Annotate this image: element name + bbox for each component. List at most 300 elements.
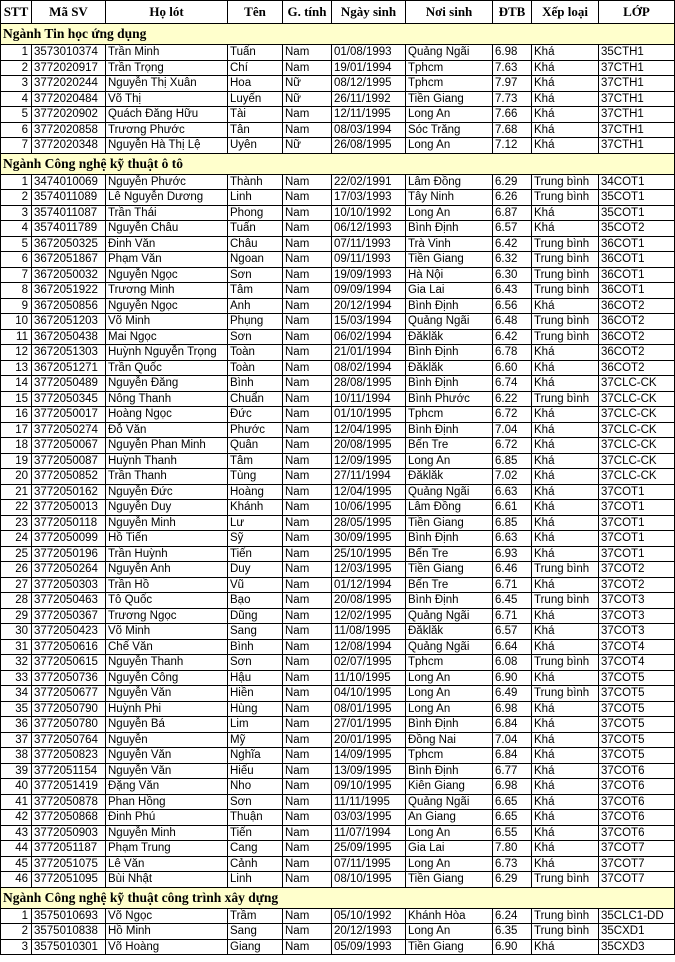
header-row bbox=[1, 1, 675, 24]
classification: Khá bbox=[532, 138, 599, 154]
gender: Nam bbox=[283, 872, 332, 888]
header-classification: Xếp loại bbox=[532, 1, 599, 24]
gender: Nam bbox=[283, 670, 332, 686]
table-row bbox=[1, 190, 675, 206]
birth-place: Long An bbox=[406, 205, 493, 221]
header-first-name: Tên bbox=[228, 1, 283, 24]
table-row bbox=[1, 376, 675, 392]
gender: Nam bbox=[283, 515, 332, 531]
student-id: 3772050099 bbox=[32, 531, 106, 547]
first-name: Hiếu bbox=[228, 763, 283, 779]
table-row bbox=[1, 422, 675, 438]
last-middle-name: Đặng Văn bbox=[106, 779, 228, 795]
class-code: 37CTH1 bbox=[599, 122, 675, 138]
gender: Nam bbox=[283, 329, 332, 345]
birth-date: 12/09/1995 bbox=[332, 453, 406, 469]
gpa: 6.87 bbox=[493, 205, 532, 221]
gpa: 6.74 bbox=[493, 376, 532, 392]
classification: Trung bình bbox=[532, 686, 599, 702]
class-code: 35CXD3 bbox=[599, 939, 675, 955]
classification: Khá bbox=[532, 841, 599, 857]
birth-place: Quảng Ngãi bbox=[406, 794, 493, 810]
gpa: 6.49 bbox=[493, 686, 532, 702]
birth-date: 11/07/1994 bbox=[332, 825, 406, 841]
table-row bbox=[1, 329, 675, 345]
class-code: 37COT1 bbox=[599, 546, 675, 562]
classification: Khá bbox=[532, 438, 599, 454]
birth-place: Quảng Ngãi bbox=[406, 45, 493, 61]
last-middle-name: Huỳnh Phi bbox=[106, 701, 228, 717]
birth-place: Long An bbox=[406, 138, 493, 154]
table-row bbox=[1, 686, 675, 702]
class-code: 36COT2 bbox=[599, 345, 675, 361]
student-id: 3772020244 bbox=[32, 76, 106, 92]
first-name: Sang bbox=[228, 624, 283, 640]
header-stt: STT bbox=[1, 1, 32, 24]
birth-date: 21/01/1994 bbox=[332, 345, 406, 361]
last-middle-name: Nguyễn Thanh bbox=[106, 655, 228, 671]
row-stt: 32 bbox=[1, 655, 32, 671]
row-stt: 33 bbox=[1, 670, 32, 686]
gpa: 7.97 bbox=[493, 76, 532, 92]
first-name: Khánh bbox=[228, 500, 283, 516]
classification: Trung bình bbox=[532, 314, 599, 330]
first-name: Phong bbox=[228, 205, 283, 221]
gpa: 7.02 bbox=[493, 469, 532, 485]
class-code: 37CTH1 bbox=[599, 107, 675, 123]
birth-date: 26/11/1992 bbox=[332, 91, 406, 107]
table-row bbox=[1, 639, 675, 655]
birth-date: 09/10/1995 bbox=[332, 779, 406, 795]
birth-place: Đăklăk bbox=[406, 360, 493, 376]
class-code: 37COT5 bbox=[599, 717, 675, 733]
birth-date: 27/11/1994 bbox=[332, 469, 406, 485]
gender: Nam bbox=[283, 122, 332, 138]
first-name: Tuấn bbox=[228, 45, 283, 61]
birth-date: 09/11/1993 bbox=[332, 252, 406, 268]
section-title: Ngành Công nghệ kỹ thuật ô tô bbox=[1, 153, 675, 174]
table-row bbox=[1, 670, 675, 686]
classification: Khá bbox=[532, 624, 599, 640]
gender: Nam bbox=[283, 205, 332, 221]
last-middle-name: Trần Minh bbox=[106, 45, 228, 61]
gender: Nam bbox=[283, 107, 332, 123]
gpa: 6.29 bbox=[493, 872, 532, 888]
gender: Nam bbox=[283, 655, 332, 671]
student-id: 3772020902 bbox=[32, 107, 106, 123]
first-name: Đức bbox=[228, 407, 283, 423]
gender: Nam bbox=[283, 908, 332, 924]
row-stt: 5 bbox=[1, 236, 32, 252]
gender: Nữ bbox=[283, 91, 332, 107]
gender: Nam bbox=[283, 500, 332, 516]
row-stt: 42 bbox=[1, 810, 32, 826]
birth-date: 04/10/1995 bbox=[332, 686, 406, 702]
birth-place: Long An bbox=[406, 825, 493, 841]
table-row bbox=[1, 76, 675, 92]
row-stt: 26 bbox=[1, 562, 32, 578]
row-stt: 34 bbox=[1, 686, 32, 702]
last-middle-name: Đỗ Văn bbox=[106, 422, 228, 438]
gender: Nam bbox=[283, 593, 332, 609]
birth-place: Tphcm bbox=[406, 655, 493, 671]
classification: Trung bình bbox=[532, 267, 599, 283]
gpa: 6.73 bbox=[493, 856, 532, 872]
last-middle-name: Nông Thanh bbox=[106, 391, 228, 407]
class-code: 37COT5 bbox=[599, 748, 675, 764]
classification: Khá bbox=[532, 639, 599, 655]
table-row bbox=[1, 531, 675, 547]
student-id: 3474010069 bbox=[32, 174, 106, 190]
student-id: 3772050303 bbox=[32, 577, 106, 593]
table-row bbox=[1, 701, 675, 717]
gender: Nữ bbox=[283, 138, 332, 154]
student-id: 3672051271 bbox=[32, 360, 106, 376]
birth-date: 10/11/1994 bbox=[332, 391, 406, 407]
gender: Nam bbox=[283, 174, 332, 190]
row-stt: 3 bbox=[1, 205, 32, 221]
student-id: 3772051154 bbox=[32, 763, 106, 779]
row-stt: 30 bbox=[1, 624, 32, 640]
last-middle-name: Nguyễn Văn bbox=[106, 686, 228, 702]
student-id: 3772050823 bbox=[32, 748, 106, 764]
first-name: Sơn bbox=[228, 794, 283, 810]
row-stt: 44 bbox=[1, 841, 32, 857]
gpa: 6.98 bbox=[493, 701, 532, 717]
birth-date: 08/12/1995 bbox=[332, 76, 406, 92]
student-id: 3772050274 bbox=[32, 422, 106, 438]
row-stt: 38 bbox=[1, 748, 32, 764]
first-name: Tuấn bbox=[228, 221, 283, 237]
gpa: 6.45 bbox=[493, 593, 532, 609]
student-id: 3772050017 bbox=[32, 407, 106, 423]
section-header-row bbox=[1, 153, 675, 174]
classification: Khá bbox=[532, 546, 599, 562]
header-gpa: ĐTB bbox=[493, 1, 532, 24]
classification: Khá bbox=[532, 577, 599, 593]
gpa: 6.61 bbox=[493, 500, 532, 516]
class-code: 37COT7 bbox=[599, 872, 675, 888]
birth-place: Quảng Ngãi bbox=[406, 608, 493, 624]
first-name: Sơn bbox=[228, 267, 283, 283]
header-class: LỚP bbox=[599, 1, 675, 24]
class-code: 37CLC-CK bbox=[599, 407, 675, 423]
birth-date: 03/03/1995 bbox=[332, 810, 406, 826]
row-stt: 22 bbox=[1, 500, 32, 516]
gender: Nam bbox=[283, 763, 332, 779]
first-name: Luyến bbox=[228, 91, 283, 107]
birth-place: Lâm Đồng bbox=[406, 500, 493, 516]
student-id: 3574011087 bbox=[32, 205, 106, 221]
class-code: 37COT2 bbox=[599, 562, 675, 578]
birth-place: Đồng Nai bbox=[406, 732, 493, 748]
table-row bbox=[1, 45, 675, 61]
class-code: 37COT7 bbox=[599, 856, 675, 872]
last-middle-name: Nguyễn Ngọc bbox=[106, 298, 228, 314]
row-stt: 6 bbox=[1, 122, 32, 138]
gpa: 6.72 bbox=[493, 407, 532, 423]
birth-date: 17/03/1993 bbox=[332, 190, 406, 206]
student-id: 3772050616 bbox=[32, 639, 106, 655]
header-gender: G. tính bbox=[283, 1, 332, 24]
classification: Trung bình bbox=[532, 190, 599, 206]
student-id: 3772050764 bbox=[32, 732, 106, 748]
gender: Nam bbox=[283, 236, 332, 252]
classification: Trung bình bbox=[532, 908, 599, 924]
table-row bbox=[1, 298, 675, 314]
student-id: 3772051187 bbox=[32, 841, 106, 857]
first-name: Giang bbox=[228, 939, 283, 955]
birth-date: 11/08/1995 bbox=[332, 624, 406, 640]
gpa: 6.30 bbox=[493, 267, 532, 283]
birth-place: Bình Định bbox=[406, 422, 493, 438]
student-id: 3672050032 bbox=[32, 267, 106, 283]
row-stt: 11 bbox=[1, 329, 32, 345]
first-name: Dũng bbox=[228, 608, 283, 624]
table-row bbox=[1, 484, 675, 500]
row-stt: 7 bbox=[1, 138, 32, 154]
gpa: 6.71 bbox=[493, 608, 532, 624]
birth-place: Tphcm bbox=[406, 76, 493, 92]
row-stt: 18 bbox=[1, 438, 32, 454]
birth-place: Tiền Giang bbox=[406, 91, 493, 107]
classification: Khá bbox=[532, 205, 599, 221]
last-middle-name: Nguyễn Phan Minh bbox=[106, 438, 228, 454]
first-name: Toàn bbox=[228, 360, 283, 376]
section-header-row bbox=[1, 887, 675, 908]
birth-date: 08/01/1995 bbox=[332, 701, 406, 717]
gender: Nam bbox=[283, 841, 332, 857]
birth-place: Bến Tre bbox=[406, 546, 493, 562]
classification: Trung bình bbox=[532, 562, 599, 578]
birth-place: Long An bbox=[406, 107, 493, 123]
birth-date: 19/09/1993 bbox=[332, 267, 406, 283]
class-code: 37COT5 bbox=[599, 670, 675, 686]
table-row bbox=[1, 924, 675, 940]
table-row bbox=[1, 391, 675, 407]
birth-date: 26/08/1995 bbox=[332, 138, 406, 154]
row-stt: 2 bbox=[1, 924, 32, 940]
class-code: 37COT5 bbox=[599, 701, 675, 717]
row-stt: 37 bbox=[1, 732, 32, 748]
student-id: 3672050856 bbox=[32, 298, 106, 314]
last-middle-name: Đinh Phú bbox=[106, 810, 228, 826]
class-code: 37CTH1 bbox=[599, 76, 675, 92]
student-id: 3772020348 bbox=[32, 138, 106, 154]
row-stt: 4 bbox=[1, 221, 32, 237]
student-id: 3772050736 bbox=[32, 670, 106, 686]
first-name: Hoa bbox=[228, 76, 283, 92]
student-id: 3772050087 bbox=[32, 453, 106, 469]
student-id: 3772050162 bbox=[32, 484, 106, 500]
first-name: Phước bbox=[228, 422, 283, 438]
classification: Trung bình bbox=[532, 174, 599, 190]
table-row bbox=[1, 221, 675, 237]
student-id: 3772050264 bbox=[32, 562, 106, 578]
row-stt: 25 bbox=[1, 546, 32, 562]
gender: Nam bbox=[283, 407, 332, 423]
gender: Nam bbox=[283, 608, 332, 624]
first-name: Vũ bbox=[228, 577, 283, 593]
birth-date: 28/05/1995 bbox=[332, 515, 406, 531]
birth-place: Tiền Giang bbox=[406, 939, 493, 955]
classification: Khá bbox=[532, 60, 599, 76]
table-row bbox=[1, 939, 675, 955]
student-id: 3772050677 bbox=[32, 686, 106, 702]
classification: Khá bbox=[532, 221, 599, 237]
gpa: 7.68 bbox=[493, 122, 532, 138]
birth-date: 07/11/1995 bbox=[332, 856, 406, 872]
gender: Nam bbox=[283, 453, 332, 469]
row-stt: 19 bbox=[1, 453, 32, 469]
classification: Khá bbox=[532, 531, 599, 547]
table-row bbox=[1, 122, 675, 138]
birth-date: 06/02/1994 bbox=[332, 329, 406, 345]
classification: Trung bình bbox=[532, 329, 599, 345]
last-middle-name: Nguyễn Công bbox=[106, 670, 228, 686]
birth-place: Khánh Hòa bbox=[406, 908, 493, 924]
student-id: 3772050780 bbox=[32, 717, 106, 733]
row-stt: 28 bbox=[1, 593, 32, 609]
birth-date: 10/10/1992 bbox=[332, 205, 406, 221]
birth-place: Gia Lai bbox=[406, 841, 493, 857]
classification: Khá bbox=[532, 453, 599, 469]
birth-place: Bình Định bbox=[406, 376, 493, 392]
gender: Nam bbox=[283, 856, 332, 872]
classification: Khá bbox=[532, 701, 599, 717]
birth-place: Gia Lai bbox=[406, 283, 493, 299]
last-middle-name: Trương Phước bbox=[106, 122, 228, 138]
row-stt: 31 bbox=[1, 639, 32, 655]
gender: Nam bbox=[283, 748, 332, 764]
table-row bbox=[1, 469, 675, 485]
table-row bbox=[1, 360, 675, 376]
birth-date: 01/10/1995 bbox=[332, 407, 406, 423]
gpa: 6.22 bbox=[493, 391, 532, 407]
last-middle-name: Nguyễn bbox=[106, 732, 228, 748]
birth-place: Quảng Ngãi bbox=[406, 314, 493, 330]
classification: Khá bbox=[532, 376, 599, 392]
last-middle-name: Bùi Nhật bbox=[106, 872, 228, 888]
class-code: 36COT2 bbox=[599, 360, 675, 376]
birth-date: 12/08/1994 bbox=[332, 639, 406, 655]
birth-place: Tiền Giang bbox=[406, 515, 493, 531]
class-code: 37COT6 bbox=[599, 794, 675, 810]
last-middle-name: Nguyễn Duy bbox=[106, 500, 228, 516]
gpa: 6.64 bbox=[493, 639, 532, 655]
last-middle-name: Trần Trọng bbox=[106, 60, 228, 76]
row-stt: 1 bbox=[1, 908, 32, 924]
table-row bbox=[1, 546, 675, 562]
classification: Trung bình bbox=[532, 391, 599, 407]
row-stt: 39 bbox=[1, 763, 32, 779]
first-name: Nho bbox=[228, 779, 283, 795]
table-row bbox=[1, 624, 675, 640]
last-middle-name: Phạm Văn bbox=[106, 252, 228, 268]
gpa: 6.57 bbox=[493, 624, 532, 640]
table-row bbox=[1, 138, 675, 154]
row-stt: 7 bbox=[1, 267, 32, 283]
last-middle-name: Phạm Trung bbox=[106, 841, 228, 857]
class-code: 37CTH1 bbox=[599, 138, 675, 154]
row-stt: 17 bbox=[1, 422, 32, 438]
header-birth-date: Ngày sinh bbox=[332, 1, 406, 24]
gender: Nam bbox=[283, 60, 332, 76]
gender: Nam bbox=[283, 939, 332, 955]
class-code: 37COT1 bbox=[599, 484, 675, 500]
table-row bbox=[1, 236, 675, 252]
row-stt: 3 bbox=[1, 76, 32, 92]
class-code: 37COT6 bbox=[599, 779, 675, 795]
birth-date: 01/12/1994 bbox=[332, 577, 406, 593]
birth-date: 11/10/1995 bbox=[332, 670, 406, 686]
last-middle-name: Lê Nguyễn Dương bbox=[106, 190, 228, 206]
last-middle-name: Nguyễn Anh bbox=[106, 562, 228, 578]
last-middle-name: Trương Ngọc bbox=[106, 608, 228, 624]
gpa: 6.43 bbox=[493, 283, 532, 299]
gender: Nam bbox=[283, 267, 332, 283]
first-name: Thuận bbox=[228, 810, 283, 826]
birth-place: Long An bbox=[406, 670, 493, 686]
gpa: 7.80 bbox=[493, 841, 532, 857]
birth-place: Bình Định bbox=[406, 345, 493, 361]
classification: Khá bbox=[532, 122, 599, 138]
class-code: 37COT1 bbox=[599, 500, 675, 516]
last-middle-name: Nguyễn Phước bbox=[106, 174, 228, 190]
gender: Nam bbox=[283, 732, 332, 748]
last-middle-name: Nguyễn Bá bbox=[106, 717, 228, 733]
birth-place: Bình Định bbox=[406, 763, 493, 779]
row-stt: 20 bbox=[1, 469, 32, 485]
last-middle-name: Trần Hồ bbox=[106, 577, 228, 593]
classification: Trung bình bbox=[532, 236, 599, 252]
table-row bbox=[1, 763, 675, 779]
table-row bbox=[1, 856, 675, 872]
birth-place: Tphcm bbox=[406, 60, 493, 76]
row-stt: 4 bbox=[1, 91, 32, 107]
gpa: 7.04 bbox=[493, 732, 532, 748]
first-name: Sơn bbox=[228, 655, 283, 671]
student-id: 3575010838 bbox=[32, 924, 106, 940]
table-row bbox=[1, 283, 675, 299]
row-stt: 1 bbox=[1, 174, 32, 190]
student-id: 3772020917 bbox=[32, 60, 106, 76]
classification: Khá bbox=[532, 484, 599, 500]
last-middle-name: Nguyễn Châu bbox=[106, 221, 228, 237]
first-name: Phụng bbox=[228, 314, 283, 330]
first-name: Cang bbox=[228, 841, 283, 857]
first-name: Bình bbox=[228, 376, 283, 392]
student-id: 3573010374 bbox=[32, 45, 106, 61]
table-row bbox=[1, 908, 675, 924]
first-name: Hiền bbox=[228, 686, 283, 702]
table-row bbox=[1, 500, 675, 516]
last-middle-name: Nguyễn Thị Xuân bbox=[106, 76, 228, 92]
header-student-id: Mã SV bbox=[32, 1, 106, 24]
birth-date: 12/04/1995 bbox=[332, 422, 406, 438]
gender: Nam bbox=[283, 45, 332, 61]
table-row bbox=[1, 717, 675, 733]
first-name: Uyên bbox=[228, 138, 283, 154]
last-middle-name: Chế Văn bbox=[106, 639, 228, 655]
row-stt: 13 bbox=[1, 360, 32, 376]
row-stt: 36 bbox=[1, 717, 32, 733]
last-middle-name: Nguyễn Ngọc bbox=[106, 267, 228, 283]
birth-date: 01/08/1993 bbox=[332, 45, 406, 61]
gpa: 6.84 bbox=[493, 717, 532, 733]
last-middle-name: Nguyễn Văn bbox=[106, 748, 228, 764]
class-code: 37CLC-CK bbox=[599, 438, 675, 454]
